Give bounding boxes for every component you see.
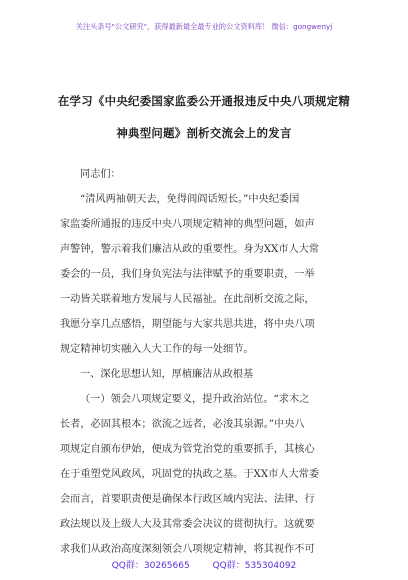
- paragraph-line: “清风两袖朝天去，免得闾阎话短长。”中央纪委国: [80, 194, 300, 205]
- paragraph-line: （一）领会八项规定要义，提升政治站位。“求木之: [80, 394, 310, 405]
- header-banner: 关注头条号"公文研究"，获得最新最全最专业的公文资料库！ 微信：gongwenyj: [75, 22, 333, 31]
- qq-group-1: QQ群：30265665: [111, 561, 190, 571]
- paragraph-line: 声警钟，警示着我们廉洁从政的重要性。身为XX市人大常: [60, 244, 320, 255]
- paragraph-line: 家监委所通报的违反中央八项规定精神的典型问题，如声: [60, 219, 315, 230]
- paragraph-line: 求我们从政治高度深刻领会八项规定精神，将其视作不可: [60, 544, 315, 555]
- footer-contact: [0, 558, 408, 571]
- section-heading: 一、深化思想认知，厚植廉洁从政根基: [80, 369, 254, 380]
- salutation: 同志们：: [80, 169, 121, 180]
- paragraph-line: 委会的一员，我们身负宪法与法律赋予的重要职责，一举: [60, 269, 315, 280]
- paragraph-line: 我愿分享几点感悟，期望能与大家共思共进，将中央八项: [60, 319, 315, 330]
- document-title-line-2: 神典型问题》剖析交流会上的发言: [116, 126, 292, 140]
- qq-group-2: QQ群：535304092: [212, 561, 297, 571]
- paragraph-line: 长者，必固其根本；欲流之远者，必浚其泉源。”中央八: [60, 419, 305, 430]
- paragraph-line: 会而言，首要职责便是确保本行政区域内宪法、法律、行: [60, 494, 315, 505]
- document-title-line-1: 在学习《中央纪委国家监委公开通报违反中央八项规定精: [57, 94, 351, 108]
- paragraph-line: 一动皆关联着地方发展与人民福祉。在此剖析交流之际，: [60, 294, 315, 305]
- paragraph-line: 政法规以及上级人大及其常委会决议的贯彻执行。这就要: [60, 519, 315, 530]
- paragraph-line: 项规定自颁布伊始，便成为管党治党的重要抓手，其核心: [60, 444, 315, 455]
- paragraph-line: 规定精神切实融入人大工作的每一处细节。: [60, 344, 254, 355]
- paragraph-line: 在于重塑党风政风，巩固党的执政之基。于XX市人大常委: [60, 469, 320, 480]
